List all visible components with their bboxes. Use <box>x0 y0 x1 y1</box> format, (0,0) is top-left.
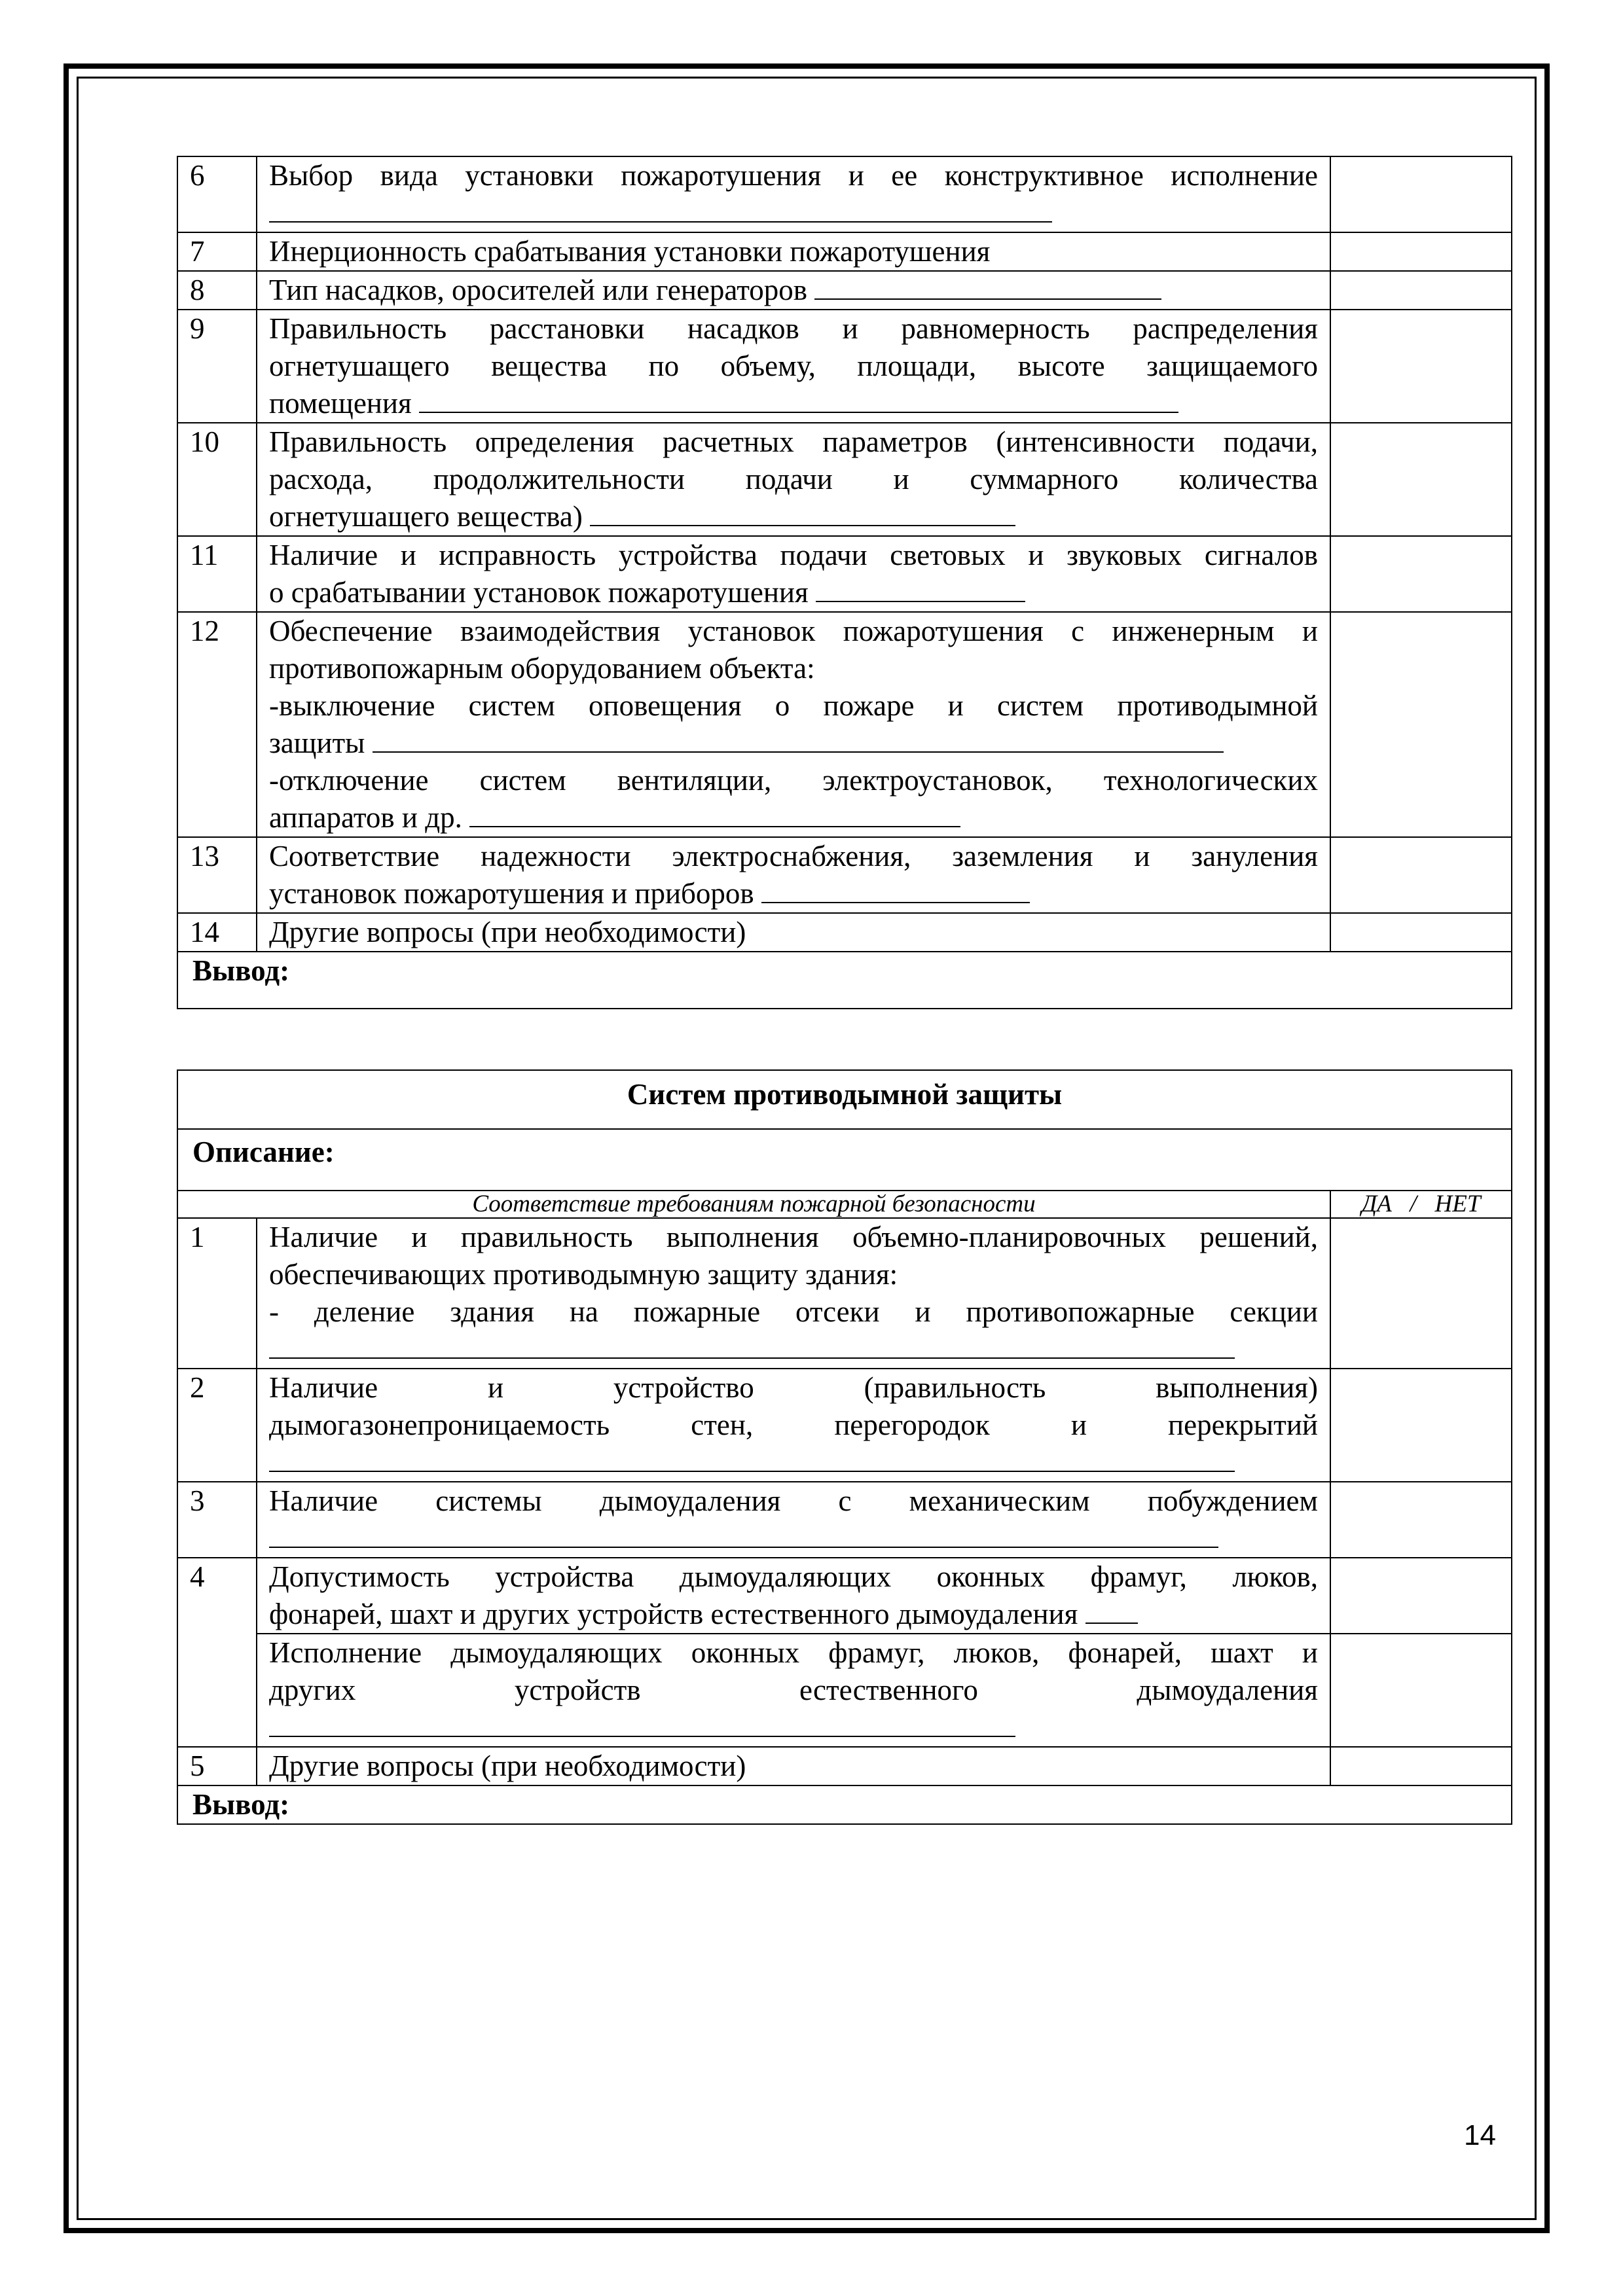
answer-cell[interactable] <box>1330 913 1512 952</box>
row-text-line: помещения <box>269 387 412 420</box>
page-number: 14 <box>1464 2119 1496 2151</box>
row-number: 7 <box>177 232 257 271</box>
row-text-line: Тип насадков, оросителей или генераторов <box>269 274 808 306</box>
table-row <box>177 271 1512 310</box>
row-text-line: Другие вопросы (при необходимости) <box>269 1749 746 1782</box>
row-number: 9 <box>177 310 257 423</box>
row-text-line: расхода, продолжительности подачи и суммарного количества <box>269 463 1318 495</box>
table-row <box>177 156 1512 232</box>
table-row <box>177 1634 1512 1747</box>
fill-in-blank[interactable] <box>269 1710 1015 1737</box>
row-number: 1 <box>177 1218 257 1369</box>
answer-cell[interactable] <box>1330 837 1512 913</box>
fill-in-blank[interactable] <box>469 800 960 827</box>
row-text-line: Допустимость устройства дымоудаляющих оконных фрамуг, люков, <box>269 1560 1318 1593</box>
fill-in-blank[interactable] <box>373 725 1224 753</box>
row-text-line: Соответствие надежности электроснабжения, заземления и зануления <box>269 840 1318 872</box>
answer-cell[interactable] <box>1330 271 1512 310</box>
fill-in-blank[interactable] <box>590 499 1015 526</box>
fill-in-blank[interactable] <box>269 1331 1235 1359</box>
row-text-line: Правильность расстановки насадков и равномерность распределения <box>269 312 1318 345</box>
yes-no-header: ДА / НЕТ <box>1330 1191 1512 1218</box>
row-number: 11 <box>177 536 257 612</box>
answer-cell[interactable] <box>1330 1747 1512 1785</box>
row-number: 3 <box>177 1482 257 1558</box>
fill-in-blank[interactable] <box>269 195 1052 223</box>
row-text-line: фонарей, шахт и других устройств естественного дымоудаления <box>269 1598 1078 1630</box>
row-text-line: -отключение систем вентиляции, электроустановок, технологических <box>269 764 1318 797</box>
row-text-line: Правильность определения расчетных параметров (интенсивности подачи, <box>269 425 1318 458</box>
smoke-protection-checklist-table <box>177 1069 1512 1825</box>
table-row <box>177 310 1512 423</box>
table-row <box>177 1218 1512 1369</box>
row-text-line: огнетушащего вещества) <box>269 500 583 533</box>
row-number: 2 <box>177 1369 257 1482</box>
row-number: 12 <box>177 612 257 837</box>
table-row <box>177 837 1512 913</box>
answer-cell[interactable] <box>1330 1482 1512 1558</box>
fill-in-blank[interactable] <box>816 575 1025 602</box>
answer-cell[interactable] <box>1330 423 1512 536</box>
row-text-line: огнетушащего вещества по объему, площади, высоте защищаемого <box>269 350 1318 382</box>
fire-suppression-checklist-table <box>177 156 1512 1009</box>
answer-cell[interactable] <box>1330 1218 1512 1369</box>
row-number: 14 <box>177 913 257 952</box>
row-text-line: Исполнение дымоудаляющих оконных фрамуг, люков, фонарей, шахт и <box>269 1636 1318 1669</box>
fill-in-blank[interactable] <box>269 1444 1235 1472</box>
answer-cell[interactable] <box>1330 1558 1512 1634</box>
row-number: 8 <box>177 271 257 310</box>
row-text-line: Наличие и исправность устройства подачи световых и звуковых сигналов <box>269 539 1318 571</box>
table-row <box>177 1747 1512 1785</box>
row-text-line: Наличие системы дымоудаления с механическим побуждением <box>269 1484 1318 1517</box>
table-row <box>177 423 1512 536</box>
row-text-line: Обеспечение взаимодействия установок пожаротушения с инженерным и <box>269 615 1318 647</box>
table-row <box>177 612 1512 837</box>
row-text-line: установок пожаротушения и приборов <box>269 877 754 910</box>
answer-cell[interactable] <box>1330 536 1512 612</box>
row-number: 10 <box>177 423 257 536</box>
row-text-line: о срабатывании установок пожаротушения <box>269 576 809 609</box>
table-row <box>177 913 1512 952</box>
table-row <box>177 1482 1512 1558</box>
row-number: 5 <box>177 1747 257 1785</box>
compliance-header: Соответствие требованиям пожарной безопасности <box>177 1191 1330 1218</box>
table-row <box>177 1369 1512 1482</box>
row-text-line: Выбор вида установки пожаротушения и ее конструктивное исполнение <box>269 159 1318 192</box>
fill-in-blank[interactable] <box>1085 1596 1138 1624</box>
row-text-line: противопожарным оборудованием объекта: <box>269 652 815 685</box>
answer-cell[interactable] <box>1330 612 1512 837</box>
conclusion-label: Вывод: <box>177 1785 1512 1824</box>
description-label: Описание: <box>177 1129 1512 1191</box>
fill-in-blank[interactable] <box>269 1520 1218 1548</box>
row-text-line: Другие вопросы (при необходимости) <box>269 916 746 948</box>
table-row <box>177 232 1512 271</box>
fill-in-blank[interactable] <box>761 876 1030 903</box>
row-text-line: обеспечивающих противодымную защиту здания: <box>269 1258 898 1291</box>
answer-cell[interactable] <box>1330 156 1512 232</box>
answer-cell[interactable] <box>1330 232 1512 271</box>
row-text-line: -выключение систем оповещения о пожаре и систем противодымной <box>269 689 1318 722</box>
section-title: Систем противодымной защиты <box>177 1070 1512 1129</box>
table-row <box>177 1558 1512 1634</box>
row-text-line: дымогазонепроницаемость стен, перегородок и перекрытий <box>269 1408 1318 1441</box>
row-text-line: - деление здания на пожарные отсеки и противопожарные секции <box>269 1295 1318 1328</box>
row-number: 4 <box>177 1558 257 1747</box>
fill-in-blank[interactable] <box>814 272 1161 300</box>
row-text-line: Инерционность срабатывания установки пожаротушения <box>269 235 991 268</box>
fill-in-blank[interactable] <box>419 386 1178 413</box>
row-number: 6 <box>177 156 257 232</box>
row-number: 13 <box>177 837 257 913</box>
conclusion-row <box>177 952 1512 1009</box>
row-text-line: Наличие и правильность выполнения объемно-планировочных решений, <box>269 1221 1318 1253</box>
conclusion-row <box>177 1785 1512 1824</box>
row-text-line: аппаратов и др. <box>269 801 462 834</box>
row-text-line: Наличие и устройство (правильность выполнения) <box>269 1371 1318 1404</box>
row-text-line: защиты <box>269 726 365 759</box>
table-row <box>177 536 1512 612</box>
answer-cell[interactable] <box>1330 1369 1512 1482</box>
answer-cell[interactable] <box>1330 310 1512 423</box>
answer-cell[interactable] <box>1330 1634 1512 1747</box>
row-text-line: других устройств естественного дымоудаления <box>269 1674 1318 1706</box>
conclusion-label: Вывод: <box>177 952 1512 1009</box>
